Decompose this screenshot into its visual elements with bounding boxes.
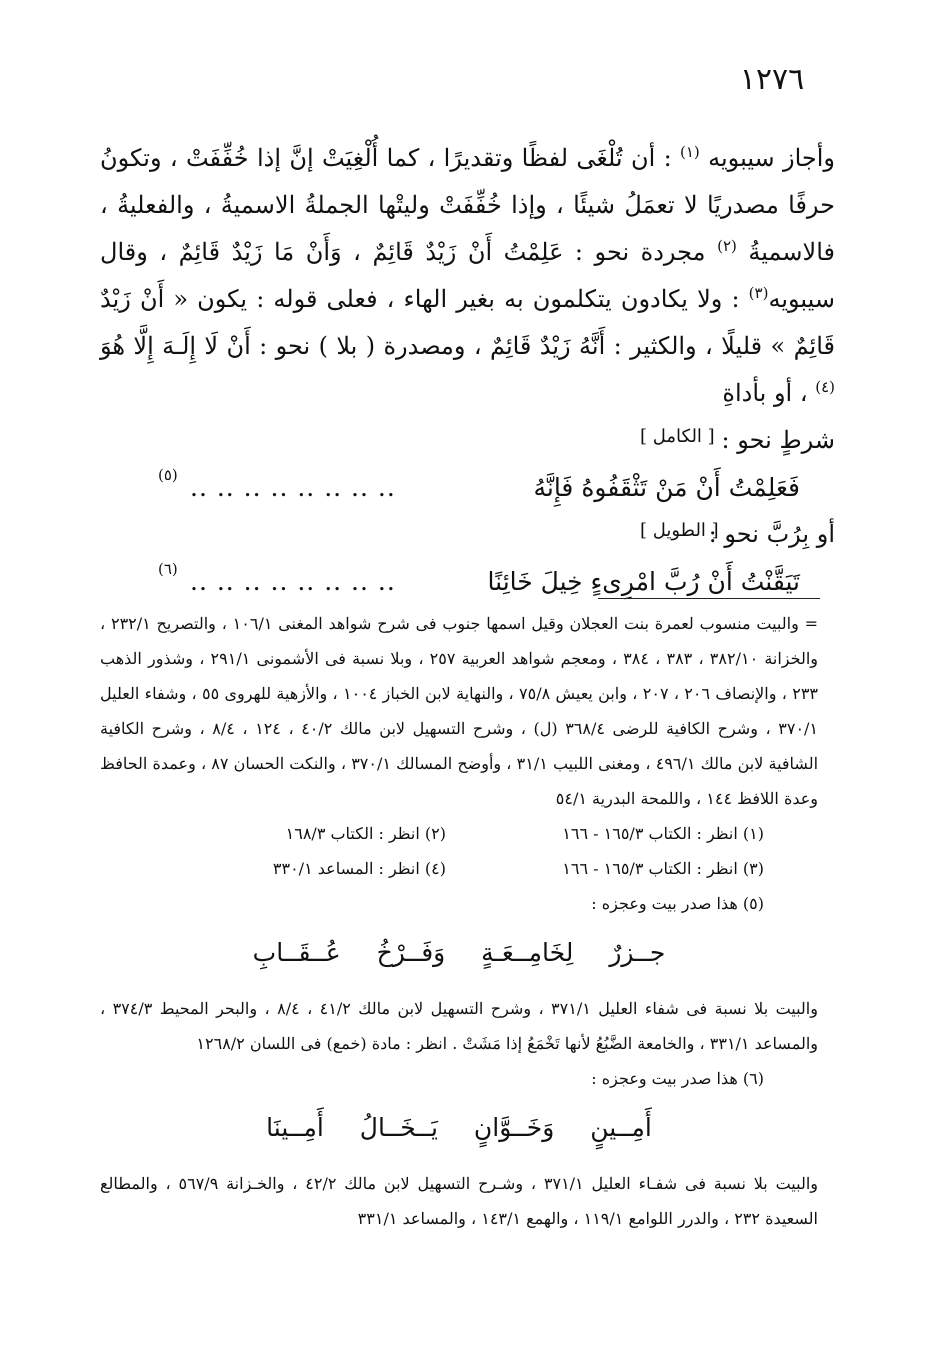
- footnote-ref: (٣): [748, 284, 769, 302]
- paragraph-text: ، أو بأداةِ: [722, 379, 808, 407]
- main-paragraph: [100, 135, 835, 417]
- footnote-6-text: والبيت بلا نسبة فى شفـاء العليل ٣٧١/١ ، وشـرح التسهيل لابن مالك ٤٢/٢ ، والخـزانة ٥٦٧/٩ ، والمطالع السعيدة ٢٣٢ ، والدرر اللوامع ١١٩/١ ، والهمع ١٤٣/١ ، والمساعد ٣٣١/١: [100, 1174, 818, 1228]
- footnote-ref: (٥): [158, 466, 178, 484]
- footnote-ref: (١): [680, 143, 700, 161]
- verse-ellipsis: .. .. .. .. .. .. .. ..: [190, 473, 396, 502]
- verse-intro: [100, 511, 835, 558]
- verse-intro-label: أو بِرُبَّ نحو :: [708, 520, 835, 548]
- paragraph-text: وأجاز سيبويه: [708, 144, 835, 172]
- footnote-divider: [598, 598, 820, 599]
- footnote-2: (٢) انظر : الكتاب ١٦٨/٣: [285, 824, 446, 843]
- verse-hemistich: تَيَقَّنْتُ أَنْ رُبَّ امْرِىءٍ خِيلَ خَائِنًا: [487, 567, 800, 596]
- page-number: ١٢٧٦: [739, 62, 805, 97]
- footnote-row: [100, 816, 818, 851]
- main-text: [100, 135, 835, 605]
- footnote-ref: (٦): [158, 560, 178, 578]
- meter-label: [ الطويل ]: [640, 520, 719, 541]
- footnote-4: (٤) انظر : المساعد ٣٣٠/١: [272, 859, 446, 878]
- paragraph-text: مجردة نحو : عَلِمْتُ أَنْ زَيْدٌ قَائِمٌ ، وَأَنْ مَا زَيْدٌ قَائِمٌ ، وقال سيبويه: [100, 238, 835, 313]
- footnote-verse: أَمِــينٍ وَخَــوَّانٍ يَــخَــالُ أَمِــينَا: [266, 1113, 652, 1142]
- verse-line: [100, 464, 835, 511]
- footnote-1: (١) انظر : الكتاب ١٦٥/٣ - ١٦٦: [562, 824, 764, 843]
- footnote-5: (٥) هذا صدر بيت وعجزه :: [591, 894, 764, 913]
- footnote-6: (٦) هذا صدر بيت وعجزه :: [591, 1069, 764, 1088]
- verse-ellipsis: .. .. .. .. .. .. .. ..: [190, 567, 396, 596]
- paragraph-text: : ولا يكادون يتكلمون به بغير الهاء ، فعلى قوله : يكون « أَنْ زَيْدٌ قَائِمٌ » قليلًا ، والكثير : أَنَّهُ زَيْدٌ قَائِمٌ ، ومصدرة ( بلا ) نحو : أَنْ لَا إِلَـهَ إِلَّا هُوَ: [100, 285, 835, 360]
- footnote-3: (٣) انظر : الكتاب ١٦٥/٣ - ١٦٦: [562, 859, 764, 878]
- footnote-continuation: = والبيت منسوب لعمرة بنت العجلان وقيل اسمها جنوب فى شرح شواهد المغنى ١٠٦/١ ، والتصريح ٢٣٢/١ ، والخزانة ٣٨٢/١٠ ، ٣٨٣ ، ٣٨٤ ، ومعجم شواهد العربية ٢٥٧ ، وبلا نسبة فى الأشمونى ٢٩١/١ ، وشذور الذهب ٢٣٣ ، والإنصاف ٢٠٦ ، ٢٠٧ ، وابن يعيش ٧٥/٨ ، والنهاية لابن الخباز ١٠٠٤ ، والأزهية للهروى ٥٥ ، وشفاء العليل ٣٧٠/١ ، وشرح الكافية للرضى ٣٦٨/٤ (ل) ، وشرح التسهيل لابن مالك ٤٠/٢ ، ١٢٤ ، ٨/٤ ، وشرح الكافية الشافية لابن مالك ٤٩٦/١ ، ومغنى اللبيب ٣١/١ ، وأوضح المسالك ٣٧٠/١ ، والنكت الحسان ٨٧ ، وعمدة الحافظ وعدة اللافظ ١٤٤ ، واللمحة البدرية ٥٤/١: [100, 614, 819, 808]
- footnote-5-text: والبيت بلا نسبة فى شفاء العليل ٣٧١/١ ، وشرح التسهيل لابن مالك ٤١/٢ ، ٨/٤ ، والبحر المحيط ٣٧٤/٣ ، والمساعد ٣٣١/١ ، والخامعة الضَّبُعُ لأنها تَخْمَعُ إذا مَشَتْ . انظر : مادة (خمع) فى اللسان ١٢٦٨/٢: [100, 999, 818, 1053]
- paragraph-text: : أن تُلْغَى لفظًا وتقديرًا ، كما أُلْغِيَتْ إنَّ إذا خُفِّفَتْ ، وتكونُ حرفًا مصدريًا لا تعمَلُ شيئًا ، وإذا خُفِّفَتْ وليتْها الجملةُ الاسميةُ ، والفعليةُ ، فالاسميةُ: [100, 144, 835, 266]
- verse-intro: [100, 417, 835, 464]
- footnotes: [100, 606, 818, 1236]
- verse-intro-label: شرطٍ نحو :: [721, 426, 835, 454]
- footnote-row: [100, 851, 818, 886]
- footnote-verse: جــزرٌ لِخَامِــعَـةٍ وَفَــرْخُ عُــقَــابِ: [252, 938, 666, 967]
- footnote-ref: (٤): [815, 378, 835, 396]
- meter-label: [ الكامل ]: [640, 426, 715, 447]
- footnote-ref: (٢): [717, 237, 737, 255]
- verse-hemistich: فَعَلِمْتُ أَنْ مَنْ تَثْقَفُوهُ فَإِنَّهُ: [533, 473, 800, 502]
